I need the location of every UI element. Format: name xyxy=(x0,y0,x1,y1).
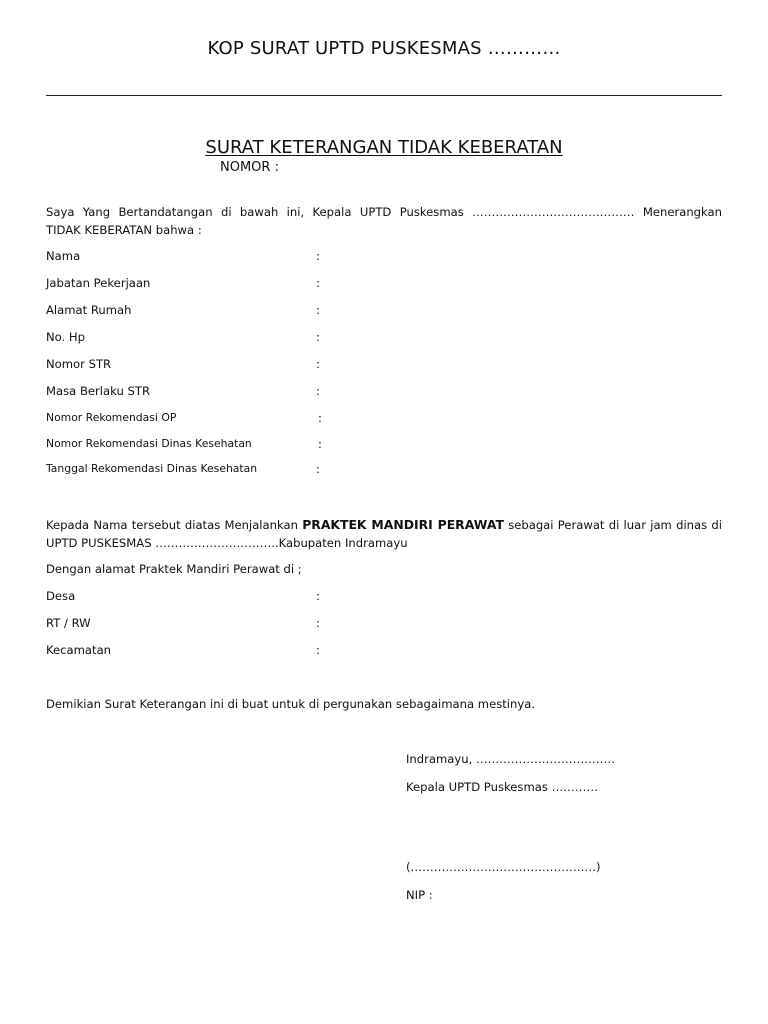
field-label-nama: Nama xyxy=(46,249,81,263)
address-label-kecamatan: Kecamatan xyxy=(46,643,112,657)
praktek-highlight: PRAKTEK MANDIRI PERAWAT xyxy=(302,517,504,532)
field-colon-jabatan: : xyxy=(316,276,320,290)
address-colon-rtrw: : xyxy=(316,616,320,630)
address-colon-desa: : xyxy=(316,589,320,603)
intro-line-1: Saya Yang Bertandatangan di bawah ini, Kepala UPTD Puskesmas …………………………………… Menerangkan xyxy=(46,205,722,219)
field-label-jabatan: Jabatan Pekerjaan xyxy=(46,276,151,290)
field-label-nohp: No. Hp xyxy=(46,330,86,344)
field-colon-masa-str: : xyxy=(316,384,320,398)
field-label-rekomendasi-op: Nomor Rekomendasi OP xyxy=(46,411,177,424)
signature-name-blank: (…………………………………………) xyxy=(406,860,601,874)
field-colon-nama: : xyxy=(316,249,320,263)
header-divider xyxy=(46,95,722,96)
address-label-desa: Desa xyxy=(46,589,76,603)
address-label-rtrw: RT / RW xyxy=(46,616,91,630)
field-label-tanggal-rekomendasi: Tanggal Rekomendasi Dinas Kesehatan xyxy=(46,462,258,475)
field-colon-nohp: : xyxy=(316,330,320,344)
document-title: SURAT KETERANGAN TIDAK KEBERATAN xyxy=(205,137,563,158)
intro-line-2: TIDAK KEBERATAN bahwa : xyxy=(46,223,202,237)
body-line-2: UPTD PUSKESMAS …………………………..Kabupaten Indramayu xyxy=(46,536,408,550)
field-label-alamat: Alamat Rumah xyxy=(46,303,132,317)
closing-statement: Demikian Surat Keterangan ini di buat untuk di pergunakan sebagaimana mestinya. xyxy=(46,697,536,711)
document-number: NOMOR : xyxy=(220,160,279,175)
field-label-nomor-str: Nomor STR xyxy=(46,357,112,371)
field-colon-rekomendasi-dinkes: : xyxy=(318,437,322,451)
field-colon-tanggal-rekomendasi: : xyxy=(316,462,320,476)
body-line-1-post: sebagai Perawat di luar jam dinas di xyxy=(508,518,722,532)
signature-nip: NIP : xyxy=(406,888,433,902)
signature-place-date: Indramayu, ……………………………… xyxy=(406,752,616,766)
address-colon-kecamatan: : xyxy=(316,643,320,657)
address-intro: Dengan alamat Praktek Mandiri Perawat di ; xyxy=(46,562,302,576)
letterhead: KOP SURAT UPTD PUSKESMAS ………… xyxy=(207,38,561,59)
field-colon-rekomendasi-op: : xyxy=(318,411,322,425)
body-line-1 xyxy=(46,516,722,534)
field-colon-alamat: : xyxy=(316,303,320,317)
field-colon-nomor-str: : xyxy=(316,357,320,371)
field-label-masa-str: Masa Berlaku STR xyxy=(46,384,151,398)
body-line-1-pre: Kepada Nama tersebut diatas Menjalankan xyxy=(46,518,298,532)
intro-paragraph xyxy=(46,203,722,239)
field-label-rekomendasi-dinkes: Nomor Rekomendasi Dinas Kesehatan xyxy=(46,437,252,450)
signature-position: Kepala UPTD Puskesmas ………… xyxy=(406,780,598,794)
body-paragraph xyxy=(46,516,722,552)
